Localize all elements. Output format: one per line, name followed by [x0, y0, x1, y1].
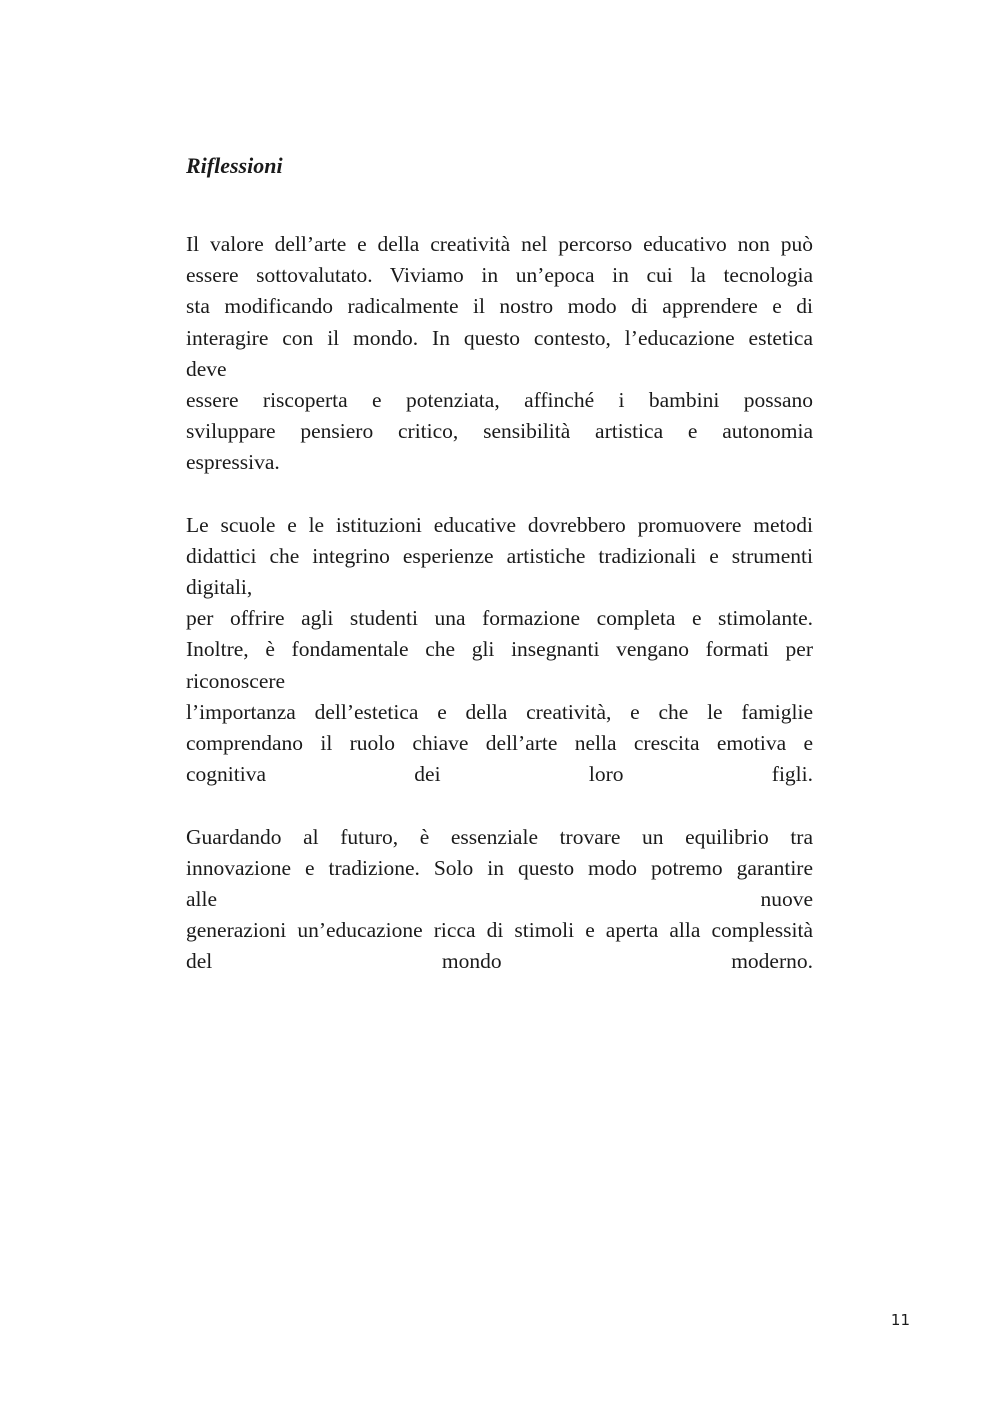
text-line: deve — [186, 356, 227, 381]
text-line: essere sottovalutato. Viviamo in un’epoca in cui la tecnologia — [186, 263, 813, 288]
paragraph — [186, 510, 813, 791]
text-line: Le scuole e le istituzioni educative dovrebbero promuovere metodi — [186, 512, 813, 537]
text-line: generazioni un’educazione ricca di stimoli e aperta alla complessità — [186, 918, 813, 943]
text-line: sviluppare pensiero critico, sensibilità artistica e autonomia — [186, 419, 813, 444]
text-line: riconoscere — [186, 668, 286, 693]
text-line: alle nuove — [186, 886, 813, 911]
page-number: 11 — [890, 1311, 910, 1329]
text-line: espressiva. — [186, 450, 280, 475]
text-line: sta modificando radicalmente il nostro modo di apprendere e di — [186, 294, 813, 319]
paragraph — [186, 229, 813, 479]
paragraph-gap — [186, 790, 813, 821]
text-line: essere riscoperta e potenziata, affinché i bambini possano — [186, 387, 813, 412]
text-line: didattici che integrino esperienze artistiche tradizionali e strumenti — [186, 543, 813, 568]
text-line: cognitiva dei loro figli. — [186, 762, 813, 787]
text-line: del mondo moderno. — [186, 949, 813, 974]
text-line: Guardando al futuro, è essenziale trovare un equilibrio tra — [186, 824, 813, 849]
paragraph-gap — [186, 479, 813, 510]
text-line: innovazione e tradizione. Solo in questo modo potremo garantire — [186, 855, 813, 880]
body-text — [186, 229, 813, 978]
text-line: Il valore dell’arte e della creatività nel percorso educativo non può — [186, 232, 813, 256]
paragraph — [186, 822, 813, 978]
text-line: l’importanza dell’estetica e della creatività, e che le famiglie — [186, 699, 813, 724]
text-line: comprendano il ruolo chiave dell’arte nella crescita emotiva e — [186, 731, 813, 755]
text-line: interagire con il mondo. In questo contesto, l’educazione estetica — [186, 325, 813, 350]
text-line: Inoltre, è fondamentale che gli insegnanti vengano formati per — [186, 637, 813, 662]
section-heading: Riflessioni — [186, 153, 283, 178]
text-line: per offrire agli studenti una formazione completa e stimolante. — [186, 606, 813, 631]
text-line: digitali, — [186, 575, 253, 600]
